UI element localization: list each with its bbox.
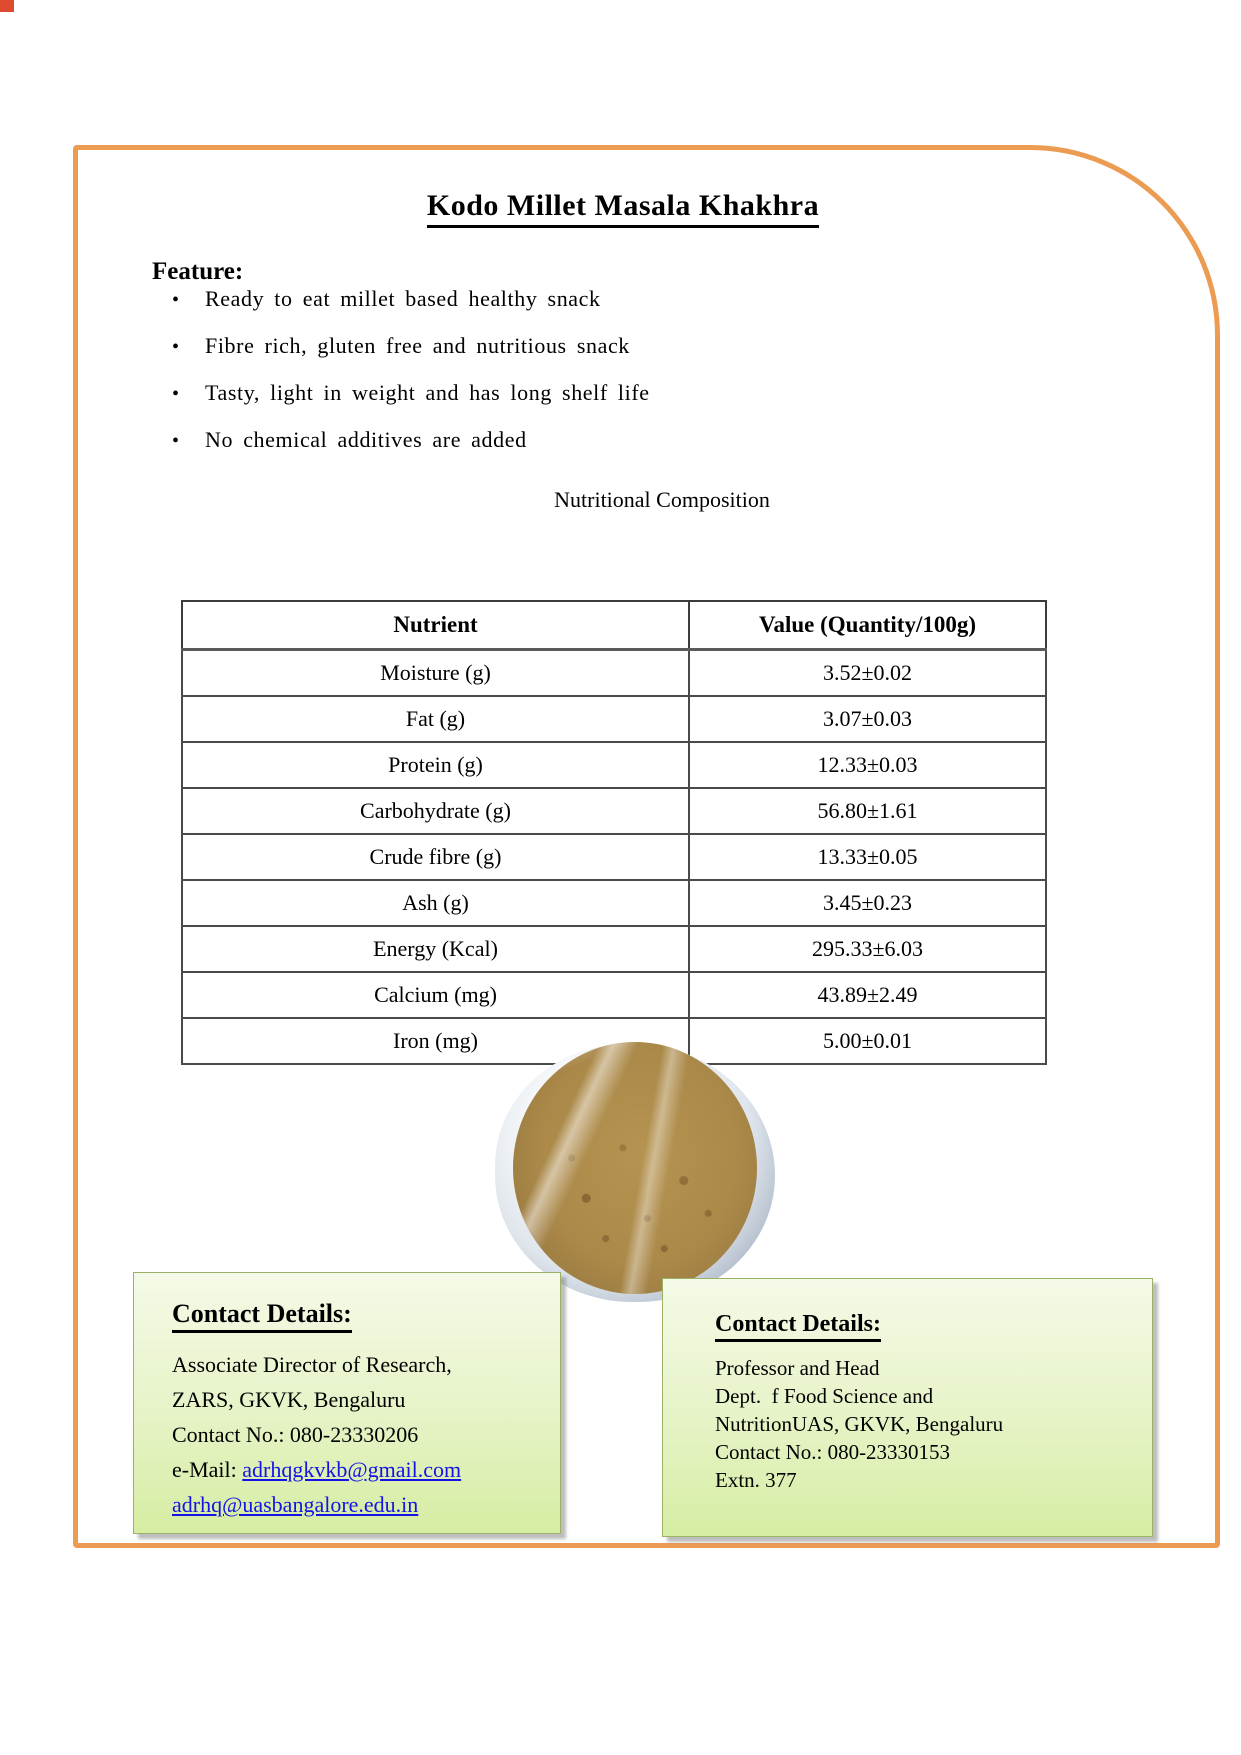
value-cell: 5.00±0.01 bbox=[689, 1018, 1046, 1064]
nutrient-cell: Fat (g) bbox=[182, 696, 689, 742]
value-cell: 295.33±6.03 bbox=[689, 926, 1046, 972]
value-cell: 3.07±0.03 bbox=[689, 696, 1046, 742]
contact-line: ZARS, GKVK, Bengaluru bbox=[172, 1387, 406, 1412]
title-wrap bbox=[73, 189, 1173, 223]
nutrient-cell: Ash (g) bbox=[182, 880, 689, 926]
email-label: e-Mail: bbox=[172, 1457, 243, 1482]
column-header-value: Value (Quantity/100g) bbox=[689, 601, 1046, 650]
contact-line-email bbox=[172, 1487, 560, 1522]
nutrient-cell: Calcium (mg) bbox=[182, 972, 689, 1018]
nutrient-cell: Carbohydrate (g) bbox=[182, 788, 689, 834]
value-cell: 13.33±0.05 bbox=[689, 834, 1046, 880]
nutrient-cell: Moisture (g) bbox=[182, 650, 689, 697]
value-cell: 43.89±2.49 bbox=[689, 972, 1046, 1018]
contact-line: NutritionUAS, GKVK, Bengaluru bbox=[715, 1412, 1004, 1436]
feature-text: Tasty, light in weight and has long shelf life bbox=[205, 380, 650, 405]
plastic-sheen bbox=[513, 1042, 757, 1294]
nutrition-table bbox=[181, 600, 1047, 1065]
nutrient-cell: Protein (g) bbox=[182, 742, 689, 788]
feature-heading: Feature: bbox=[152, 258, 244, 285]
table-row bbox=[182, 650, 1046, 697]
contact-line-email bbox=[172, 1452, 560, 1487]
bullet-icon: • bbox=[172, 289, 180, 311]
table-row bbox=[182, 880, 1046, 926]
feature-item bbox=[172, 370, 932, 417]
nutrient-cell: Iron (mg) bbox=[182, 1018, 689, 1064]
contact-heading: Contact Details: bbox=[172, 1299, 352, 1333]
value-cell: 56.80±1.61 bbox=[689, 788, 1046, 834]
value-cell: 3.52±0.02 bbox=[689, 650, 1046, 697]
contact-line: Contact No.: 080-23330153 bbox=[715, 1440, 951, 1464]
table-row bbox=[182, 742, 1046, 788]
contact-box-right bbox=[662, 1278, 1153, 1537]
contact-body bbox=[172, 1347, 560, 1522]
nutrient-cell: Crude fibre (g) bbox=[182, 834, 689, 880]
table-row bbox=[182, 834, 1046, 880]
feature-list bbox=[172, 276, 932, 464]
table-row bbox=[182, 788, 1046, 834]
table-header-row bbox=[182, 601, 1046, 650]
contact-heading-wrap bbox=[715, 1311, 1152, 1338]
contact-heading: Contact Details: bbox=[715, 1311, 881, 1342]
bullet-icon: • bbox=[172, 336, 180, 358]
value-cell: 12.33±0.03 bbox=[689, 742, 1046, 788]
contact-heading-wrap bbox=[172, 1299, 560, 1329]
bullet-icon: • bbox=[172, 383, 180, 405]
feature-text: Fibre rich, gluten free and nutritious snack bbox=[205, 333, 630, 358]
column-header-nutrient: Nutrient bbox=[182, 601, 689, 650]
scan-artifact bbox=[0, 0, 14, 12]
table-row bbox=[182, 926, 1046, 972]
email-link-gmail[interactable]: adrhqgkvkb@gmail.com bbox=[242, 1457, 462, 1482]
contact-box-left bbox=[133, 1272, 561, 1534]
contact-line: Extn. 377 bbox=[715, 1468, 797, 1492]
contact-line: Professor and Head bbox=[715, 1356, 880, 1380]
value-cell: 3.45±0.23 bbox=[689, 880, 1046, 926]
bullet-icon: • bbox=[172, 430, 180, 452]
feature-item bbox=[172, 323, 932, 370]
contact-line: Associate Director of Research, bbox=[172, 1352, 452, 1377]
email-link-uas[interactable]: adrhq@uasbangalore.edu.in bbox=[172, 1492, 419, 1517]
page-title: Kodo Millet Masala Khakhra bbox=[427, 189, 819, 228]
contact-body bbox=[715, 1354, 1152, 1494]
feature-item bbox=[172, 417, 932, 464]
contact-line: Contact No.: 080-23330206 bbox=[172, 1422, 419, 1447]
contact-line: Dept. f Food Science and bbox=[715, 1384, 934, 1408]
product-photo bbox=[495, 1036, 775, 1306]
feature-text: Ready to eat millet based healthy snack bbox=[205, 286, 601, 311]
feature-text: No chemical additives are added bbox=[205, 427, 527, 452]
table-row bbox=[182, 972, 1046, 1018]
nutrient-cell: Energy (Kcal) bbox=[182, 926, 689, 972]
table-row bbox=[182, 696, 1046, 742]
feature-item bbox=[172, 276, 932, 323]
table-caption: Nutritional Composition bbox=[554, 487, 770, 512]
